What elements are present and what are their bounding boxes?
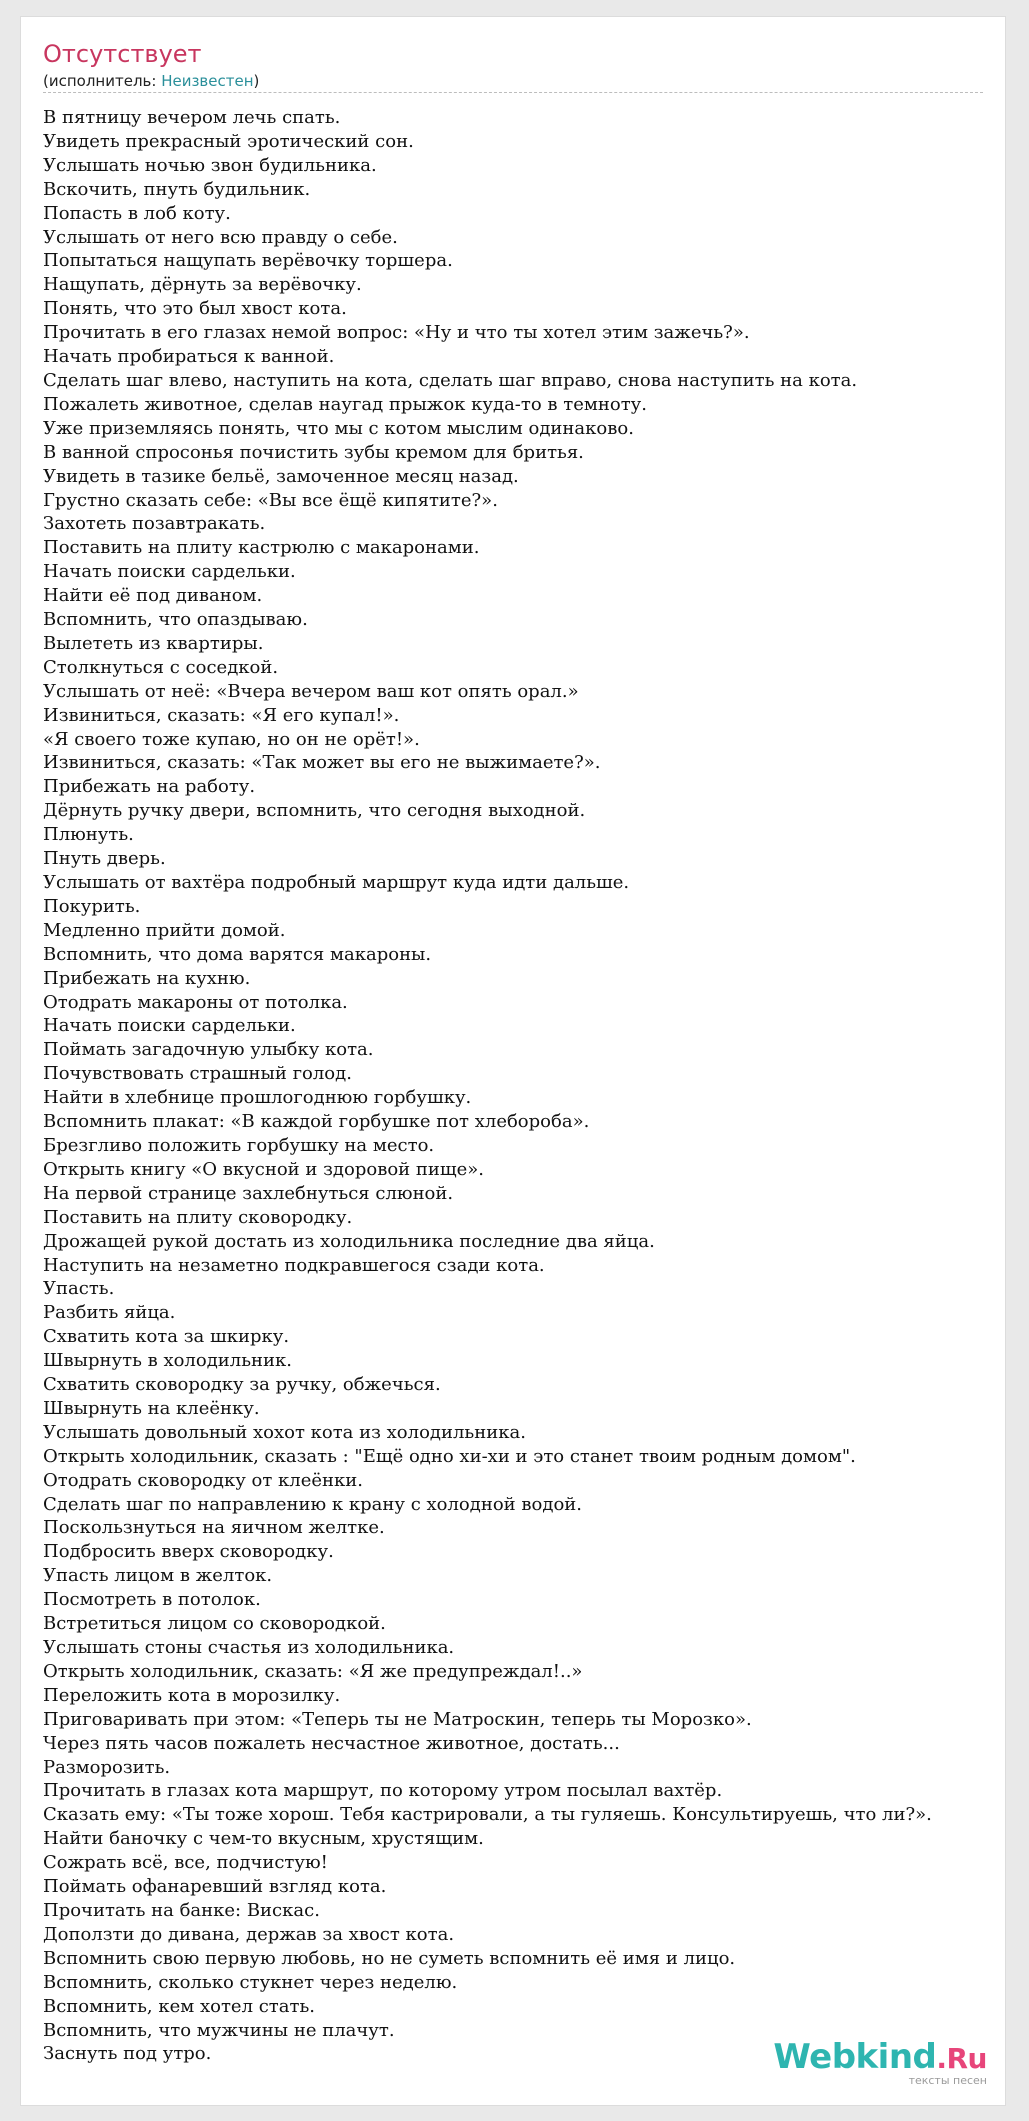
song-title: Отсутствует bbox=[43, 40, 202, 68]
lyric-line: Разбить яйца. bbox=[43, 1302, 176, 1324]
lyric-line: Грустно сказать себе: «Вы все ёщё кипятите?». bbox=[43, 489, 498, 511]
lyric-line: Поймать загадочную улыбку кота. bbox=[43, 1039, 374, 1061]
lyric-line: Захотеть позавтракать. bbox=[43, 513, 266, 535]
lyric-line: Увидеть в тазике бельё, замоченное месяц назад. bbox=[43, 465, 519, 487]
lyric-line: Услышать стоны счастья из холодильника. bbox=[43, 1637, 455, 1658]
lyric-line: Уже приземляясь понять, что мы с котом мыслим одинаково. bbox=[43, 417, 634, 439]
lyric-line: Прибежать на работу. bbox=[43, 776, 256, 798]
lyric-line: Пнуть дверь. bbox=[43, 848, 166, 870]
lyric-line: Схватить кота за шкирку. bbox=[43, 1326, 290, 1348]
lyric-line: В ванной спросонья почистить зубы кремом для бритья. bbox=[43, 441, 584, 463]
lyric-line: Поскользнуться на яичном желтке. bbox=[43, 1517, 385, 1539]
artist-prefix: (исполнитель: bbox=[43, 72, 162, 90]
lyric-line: Отодрать макароны от потолка. bbox=[43, 991, 348, 1013]
lyric-line: Упасть. bbox=[43, 1278, 115, 1300]
lyric-line: Медленно прийти домой. bbox=[43, 919, 286, 941]
lyric-line: Встретиться лицом со сковородкой. bbox=[43, 1613, 386, 1635]
lyric-line: Брезгливо положить горбушку на место. bbox=[43, 1134, 435, 1156]
artist-link[interactable]: Неизвестен bbox=[161, 72, 254, 90]
lyric-line: Начать пробираться к ванной. bbox=[43, 346, 335, 368]
lyric-line: Дрожащей рукой достать из холодильника последние два яйца. bbox=[43, 1230, 655, 1252]
lyric-line: Увидеть прекрасный эротический сон. bbox=[43, 130, 414, 152]
lyric-line: Приговаривать при этом: «Теперь ты не Матроскин, теперь ты Морозко». bbox=[43, 1708, 752, 1730]
lyric-line: Вспомнить, что мужчины не плачут. bbox=[43, 2019, 395, 2041]
lyric-line: Через пять часов пожалеть несчастное животное, достать... bbox=[43, 1732, 620, 1754]
logo-tagline: тексты песен bbox=[908, 2074, 987, 2087]
lyric-line: Услышать от неё: «Вчера вечером ваш кот опять орал.» bbox=[43, 680, 579, 702]
lyrics-text bbox=[43, 106, 1003, 2066]
lyric-line: Подбросить вверх сковородку. bbox=[43, 1541, 334, 1563]
lyric-line: Найти её под диваном. bbox=[43, 585, 263, 607]
header-divider bbox=[43, 92, 983, 93]
lyric-line: Прочитать на банке: Вискас. bbox=[43, 1899, 320, 1921]
lyric-line: «Я своего тоже купаю, но он не орёт!». bbox=[43, 728, 420, 750]
lyric-line: Услышать довольный хохот кота из холодильника. bbox=[43, 1421, 526, 1443]
lyric-line: Вспомнить плакат: «В каждой горбушке пот хлебороба». bbox=[43, 1111, 590, 1133]
lyric-line: Услышать от вахтёра подробный маршрут куда идти дальше. bbox=[43, 872, 630, 893]
lyric-line: Плюнуть. bbox=[43, 824, 134, 846]
lyric-line: Упасть лицом в желток. bbox=[43, 1565, 273, 1587]
lyric-line: Покурить. bbox=[43, 895, 141, 917]
logo-wordmark bbox=[773, 2037, 987, 2077]
lyric-line: Посмотреть в потолок. bbox=[43, 1589, 261, 1611]
lyric-line: Начать поиски сардельки. bbox=[43, 1015, 296, 1037]
logo-main-text: Webkind bbox=[773, 2037, 937, 2077]
lyric-line: Прочитать в его глазах немой вопрос: «Ну и что ты хотел этим зажечь?». bbox=[43, 322, 750, 344]
artist-suffix: ) bbox=[253, 72, 260, 90]
lyric-line: Понять, что это был хвост кота. bbox=[43, 298, 347, 320]
lyric-line: Почувствовать страшный голод. bbox=[43, 1063, 352, 1085]
lyric-line: Сожрать всё, все, подчистую! bbox=[43, 1852, 328, 1874]
lyric-line: Пожалеть животное, сделав наугад прыжок куда-то в темноту. bbox=[43, 393, 647, 415]
lyric-line: Открыть книгу «О вкусной и здоровой пище». bbox=[43, 1158, 484, 1180]
lyric-line: Попытаться нащупать верёвочку торшера. bbox=[43, 250, 453, 272]
logo-suffix-text: .Ru bbox=[936, 2042, 987, 2075]
site-logo[interactable] bbox=[773, 2037, 987, 2087]
lyric-line: Прочитать в глазах кота маршрут, по которому утром посылал вахтёр. bbox=[43, 1780, 723, 1802]
lyric-line: Заснуть под утро. bbox=[43, 2043, 212, 2065]
lyric-line: Дёрнуть ручку двери, вспомнить, что сегодня выходной. bbox=[43, 800, 586, 822]
lyric-line: Поймать офанаревший взгляд кота. bbox=[43, 1876, 387, 1898]
lyric-line: Разморозить. bbox=[43, 1756, 171, 1778]
lyric-line: Извиниться, сказать: «Я его купал!». bbox=[43, 704, 400, 726]
lyric-line: Поставить на плиту кастрюлю с макаронами. bbox=[43, 537, 480, 559]
lyric-line: Нащупать, дёрнуть за верёвочку. bbox=[43, 274, 362, 296]
lyric-line: Схватить сковородку за ручку, обжечься. bbox=[43, 1374, 441, 1396]
lyric-line: Вылететь из квартиры. bbox=[43, 632, 264, 654]
lyric-line: Попасть в лоб коту. bbox=[43, 202, 231, 224]
lyric-line: Услышать ночью звон будильника. bbox=[43, 154, 377, 176]
lyric-line: Вспомнить свою первую любовь, но не суметь вспомнить её имя и лицо. bbox=[43, 1947, 736, 1969]
lyric-line: Поставить на плиту сковородку. bbox=[43, 1206, 353, 1228]
lyrics-card bbox=[20, 16, 1006, 2106]
lyric-line: Столкнуться с соседкой. bbox=[43, 656, 279, 678]
lyric-line: Открыть холодильник, сказать : "Ещё одно хи-хи и это станет твоим родным домом". bbox=[43, 1445, 856, 1467]
lyric-line: Доползти до дивана, держав за хвост кота. bbox=[43, 1923, 455, 1945]
lyric-line: На первой странице захлебнуться слюной. bbox=[43, 1182, 454, 1204]
lyric-line: Сделать шаг влево, наступить на кота, сделать шаг вправо, снова наступить на кота. bbox=[43, 369, 858, 391]
lyric-line: Прибежать на кухню. bbox=[43, 967, 251, 989]
song-meta bbox=[43, 71, 259, 91]
lyric-line: Начать поиски сардельки. bbox=[43, 561, 296, 583]
lyric-line: Извиниться, сказать: «Так может вы его не выжимаете?». bbox=[43, 752, 601, 774]
lyric-line: Швырнуть в холодильник. bbox=[43, 1350, 292, 1372]
lyric-line: Переложить кота в морозилку. bbox=[43, 1684, 341, 1706]
lyric-line: Вспомнить, что дома варятся макароны. bbox=[43, 943, 432, 965]
lyric-line: Сказать ему: «Ты тоже хорош. Тебя кастрировали, а ты гуляешь. Консультируешь, что ли?». bbox=[43, 1804, 932, 1826]
lyric-line: Вспомнить, сколько стукнет через неделю. bbox=[43, 1971, 458, 1993]
lyric-line: Услышать от него всю правду о себе. bbox=[43, 226, 398, 248]
lyric-line: Швырнуть на клеёнку. bbox=[43, 1397, 260, 1419]
lyric-line: Найти баночку с чем-то вкусным, хрустящим. bbox=[43, 1828, 484, 1850]
lyric-line: Вспомнить, кем хотел стать. bbox=[43, 1995, 315, 2017]
lyric-line: Наступить на незаметно подкравшегося сзади кота. bbox=[43, 1254, 545, 1276]
lyric-line: Сделать шаг по направлению к крану с холодной водой. bbox=[43, 1493, 583, 1515]
lyric-line: Вспомнить, что опаздываю. bbox=[43, 609, 308, 631]
lyric-line: Отодрать сковородку от клеёнки. bbox=[43, 1469, 363, 1491]
lyric-line: В пятницу вечером лечь спать. bbox=[43, 107, 341, 128]
lyric-line: Найти в хлебнице прошлогоднюю горбушку. bbox=[43, 1087, 472, 1109]
lyric-line: Открыть холодильник, сказать: «Я же предупреждал!..» bbox=[43, 1660, 583, 1682]
lyric-line: Вскочить, пнуть будильник. bbox=[43, 178, 311, 200]
